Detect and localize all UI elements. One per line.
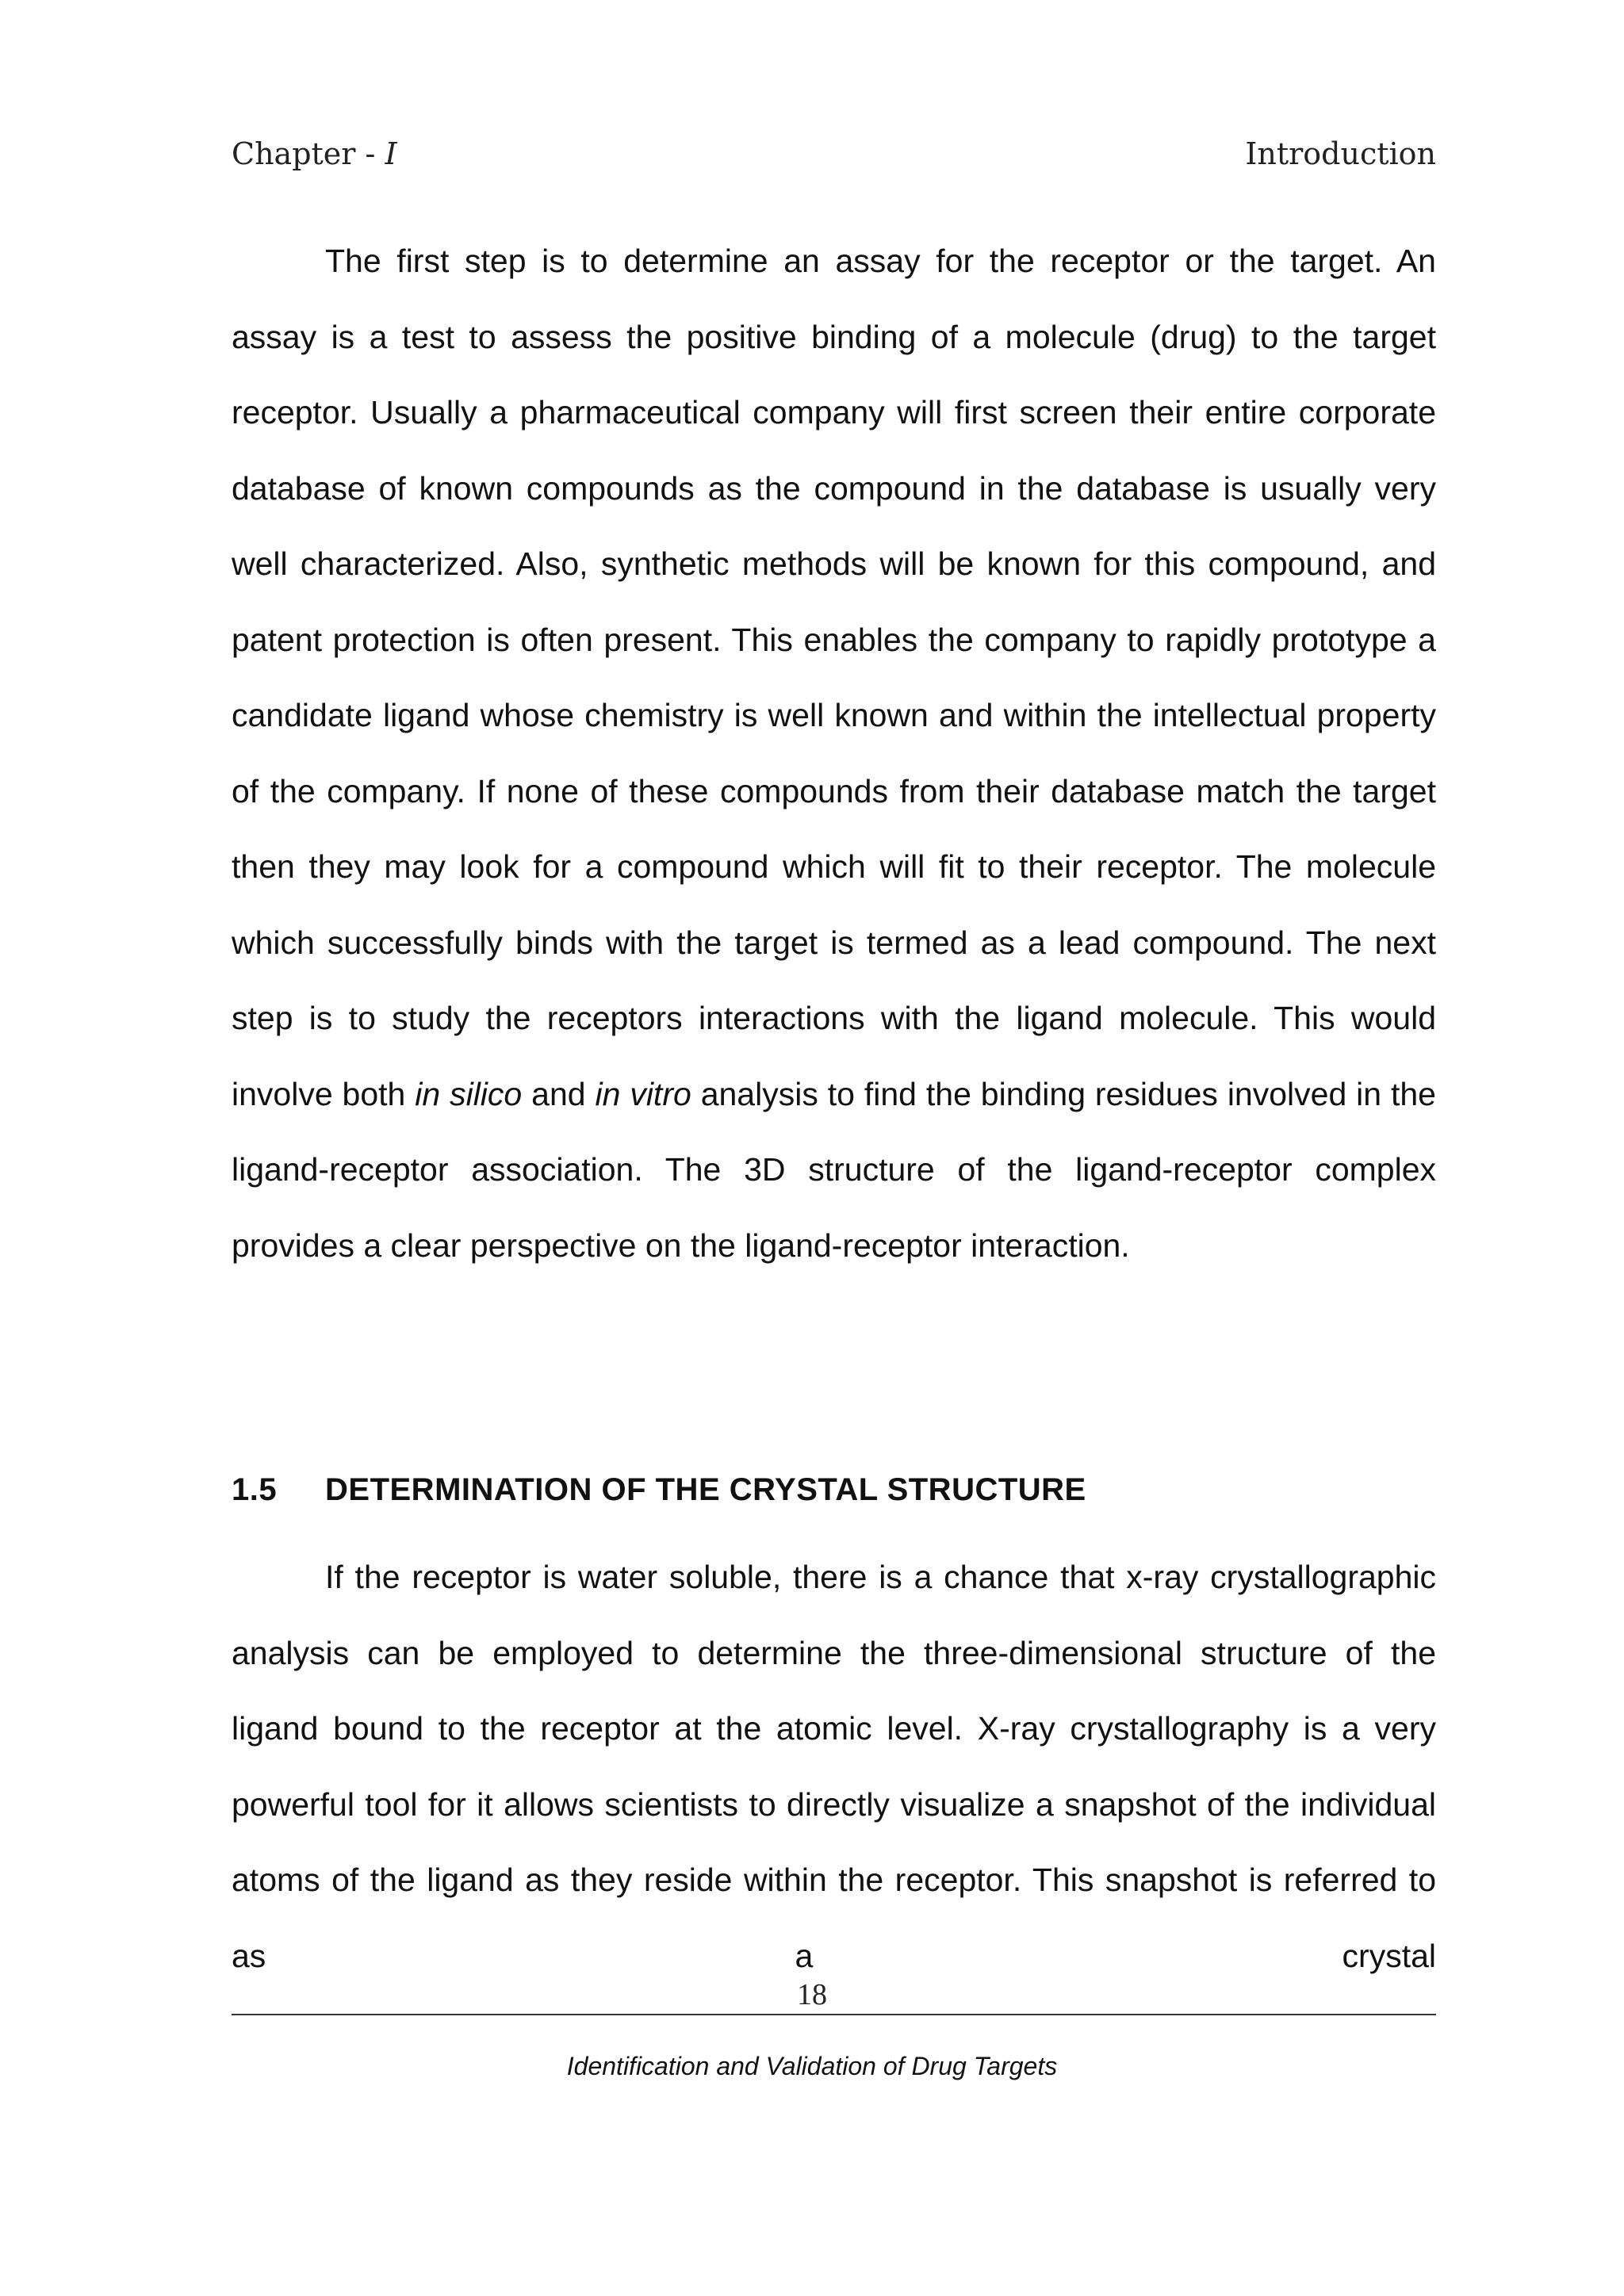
body-paragraph-2 xyxy=(232,1540,1436,1994)
section-number: 1.5 xyxy=(232,1472,278,1507)
section-heading xyxy=(232,1472,1436,1508)
paragraph-2-text: If the receptor is water soluble, there is a chance that x-ray crystallographic analysis can be employed to determine the three-dimensional structure of the ligand bound to the receptor at the atomic level. X-ray crystallography is a very powerful tool for it allows scientists to directly visualize a snapshot of the individual atoms of the ligand as they reside within the receptor. This snapshot is referred to as a crystal xyxy=(232,1559,1436,1974)
in-silico-term: in silico xyxy=(415,1075,523,1112)
chapter-label xyxy=(232,136,396,171)
running-header xyxy=(232,136,1436,184)
in-vitro-term: in vitro xyxy=(595,1075,691,1112)
body-paragraph-1 xyxy=(232,224,1436,1284)
chapter-number: I xyxy=(385,136,397,171)
section-heading-title: DETERMINATION OF THE CRYSTAL STRUCTURE xyxy=(325,1472,1086,1507)
section-title: Introduction xyxy=(1245,136,1436,171)
paragraph-1-part-3: analysis to find the binding residues involved in the ligand-receptor association. The 3D structure of the ligand-receptor complex provides a clear perspective on the ligand-receptor interaction. xyxy=(232,1075,1436,1264)
footer-document-title: Identification and Validation of Drug Targets xyxy=(566,2052,1058,2080)
footer-divider xyxy=(232,2014,1436,2015)
paragraph-1-part-1: The first step is to determine an assay for the receptor or the target. An assay is a test to assess the positive binding of a molecule (drug) to the target receptor. Usually a pharmaceutical company will first screen their entire corporate database of known compounds as the compound in the database is usually very well characterized. Also, synthetic methods will be known for this compound, and patent protection is often present. This enables the company to rapidly prototype a candidate ligand whose chemistry is well known and within the intellectual property of the company. If none of these compounds from their database match the target then they may look for a compound which will fit to their receptor. The molecule which successfully binds with the target is termed as a lead compound. The next step is to study the receptors interactions with the ligand molecule. This would involve both xyxy=(232,243,1436,1112)
page-number: 18 xyxy=(797,1978,827,2011)
paragraph-1-part-2: and xyxy=(522,1075,596,1112)
chapter-label-text: Chapter - xyxy=(232,136,385,171)
